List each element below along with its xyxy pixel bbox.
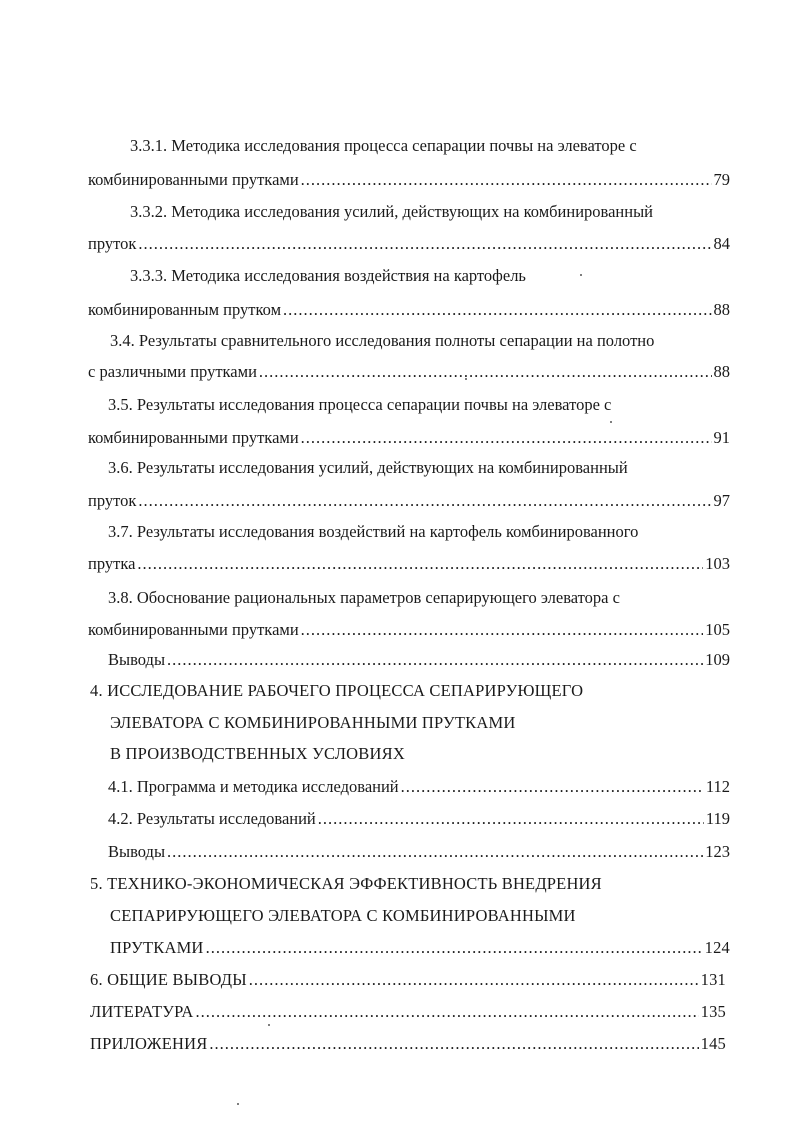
toc-page-number: 103 xyxy=(705,554,730,573)
toc-chapter-title: 4. ИССЛЕДОВАНИЕ РАБОЧЕГО ПРОЦЕССА СЕПАРИРУЮЩЕГО xyxy=(90,681,584,700)
toc-entry-4-conclusions xyxy=(108,838,730,866)
toc-page-number: 131 xyxy=(700,970,726,989)
toc-page-number: 145 xyxy=(700,1034,726,1053)
toc-page-number: 112 xyxy=(705,777,730,796)
dot-leader xyxy=(318,805,704,833)
toc-entry-title: 3.7. Результаты исследования воздействий на картофель комбинированного xyxy=(108,522,639,541)
toc-entry-title: прутка xyxy=(88,554,136,573)
scan-speck xyxy=(268,1024,270,1026)
toc-entry-title: комбинированными прутками xyxy=(88,428,299,447)
dot-leader xyxy=(301,424,712,452)
toc-entry-3-conclusions xyxy=(108,646,730,674)
toc-entry-title: Выводы xyxy=(108,842,166,861)
toc-literature xyxy=(90,998,726,1026)
toc-entry-3-7-line1 xyxy=(108,518,730,546)
toc-page-number: 88 xyxy=(713,300,730,319)
toc-chapter-title: ЛИТЕРАТУРА xyxy=(90,1002,194,1021)
dot-leader xyxy=(138,230,711,258)
toc-page-number: 124 xyxy=(704,938,730,957)
toc-entry-3-5-line1 xyxy=(108,391,730,419)
toc-entry-title: 3.3.2. Методика исследования усилий, действующих на комбинированный xyxy=(130,202,654,221)
toc-entry-3-3-1-line1 xyxy=(130,132,730,160)
toc-page-number: 79 xyxy=(713,170,730,189)
dot-leader xyxy=(196,998,699,1026)
toc-page-number: 88 xyxy=(713,362,730,381)
toc-page-number: 97 xyxy=(713,491,730,510)
toc-chapter-title: ЭЛЕВАТОРА С КОМБИНИРОВАННЫМИ ПРУТКАМИ xyxy=(110,713,516,732)
toc-chapter-title: 6. ОБЩИЕ ВЫВОДЫ xyxy=(90,970,247,989)
toc-entry-3-3-3-line2 xyxy=(88,296,730,324)
toc-entry-title: с различными прутками xyxy=(88,362,257,381)
toc-entry-3-8-line1 xyxy=(108,584,730,612)
toc-entry-3-3-2-line1 xyxy=(130,198,730,226)
dot-leader xyxy=(283,296,711,324)
toc-entry-4-2 xyxy=(108,805,730,833)
dot-leader xyxy=(401,773,704,801)
toc-entry-3-4-line1 xyxy=(110,327,730,355)
toc-entry-title: комбинированными прутками xyxy=(88,170,299,189)
toc-entry-title: 3.5. Результаты исследования процесса сепарации почвы на элеваторе с xyxy=(108,395,612,414)
toc-chapter-title: ПРИЛОЖЕНИЯ xyxy=(90,1034,208,1053)
toc-page-number: 119 xyxy=(705,809,730,828)
dot-leader xyxy=(249,966,699,994)
toc-chapter-5-line3 xyxy=(110,934,730,962)
dot-leader xyxy=(206,934,703,962)
toc-entry-title: пруток xyxy=(88,234,137,253)
toc-page-number: 91 xyxy=(713,428,730,447)
toc-entry-title: комбинированными прутками xyxy=(88,620,299,639)
toc-entry-3-3-1-line2 xyxy=(88,166,730,194)
toc-entry-title: комбинированным прутком xyxy=(88,300,282,319)
toc-chapter-title: СЕПАРИРУЮЩЕГО ЭЛЕВАТОРА С КОМБИНИРОВАННЫМИ xyxy=(110,906,576,925)
toc-page-number: 135 xyxy=(700,1002,726,1021)
dot-leader xyxy=(259,358,712,386)
toc-page-number: 84 xyxy=(713,234,730,253)
scan-speck xyxy=(610,421,612,423)
toc-chapter-5-line1 xyxy=(90,870,730,898)
dot-leader xyxy=(137,550,703,578)
toc-entry-title: 3.8. Обоснование рациональных параметров сепарирующего элеватора с xyxy=(108,588,620,607)
toc-entry-4-1 xyxy=(108,773,730,801)
toc-entry-3-8-line2 xyxy=(88,616,730,644)
toc-entry-title: 3.6. Результаты исследования усилий, действующих на комбинированный xyxy=(108,458,628,477)
toc-chapter-title: В ПРОИЗВОДСТВЕННЫХ УСЛОВИЯХ xyxy=(110,744,405,763)
toc-entry-3-4-line2 xyxy=(88,358,730,386)
toc-entry-3-7-line2 xyxy=(88,550,730,578)
dot-leader xyxy=(301,166,712,194)
toc-entry-title: пруток xyxy=(88,491,137,510)
toc-entry-title: 4.2. Результаты исследований xyxy=(108,809,316,828)
toc-page-number: 123 xyxy=(705,842,730,861)
toc-page-number: 105 xyxy=(705,620,730,639)
toc-entry-3-3-3-line1 xyxy=(130,262,730,290)
toc-entry-3-3-2-line2 xyxy=(88,230,730,258)
scan-speck xyxy=(465,378,467,380)
toc-entry-title: 3.3.1. Методика исследования процесса сепарации почвы на элеваторе с xyxy=(130,136,637,155)
toc-entry-title: 3.4. Результаты сравнительного исследования полноты сепарации на полотно xyxy=(110,331,655,350)
toc-chapter-6 xyxy=(90,966,726,994)
toc-entry-3-5-line2 xyxy=(88,424,730,452)
scan-speck xyxy=(237,1103,239,1105)
toc-chapter-4-line3 xyxy=(110,740,730,768)
toc-entry-title: 3.3.3. Методика исследования воздействия на картофель xyxy=(130,266,526,285)
dot-leader xyxy=(301,616,704,644)
toc-chapter-4-line2 xyxy=(110,709,730,737)
toc-appendices xyxy=(90,1030,726,1058)
dot-leader xyxy=(209,1030,698,1058)
toc-chapter-title: 5. ТЕХНИКО-ЭКОНОМИЧЕСКАЯ ЭФФЕКТИВНОСТЬ ВНЕДРЕНИЯ xyxy=(90,874,602,893)
dot-leader xyxy=(167,838,703,866)
toc-chapter-4-line1 xyxy=(90,677,730,705)
toc-chapter-title: ПРУТКАМИ xyxy=(110,938,204,957)
toc-entry-title: Выводы xyxy=(108,650,166,669)
toc-chapter-5-line2 xyxy=(110,902,730,930)
dot-leader xyxy=(167,646,703,674)
toc-entry-3-6-line2 xyxy=(88,487,730,515)
scan-speck xyxy=(580,274,582,276)
toc-entry-title: 4.1. Программа и методика исследований xyxy=(108,777,399,796)
toc-page-number: 109 xyxy=(705,650,730,669)
dot-leader xyxy=(138,487,711,515)
toc-entry-3-6-line1 xyxy=(108,454,730,482)
